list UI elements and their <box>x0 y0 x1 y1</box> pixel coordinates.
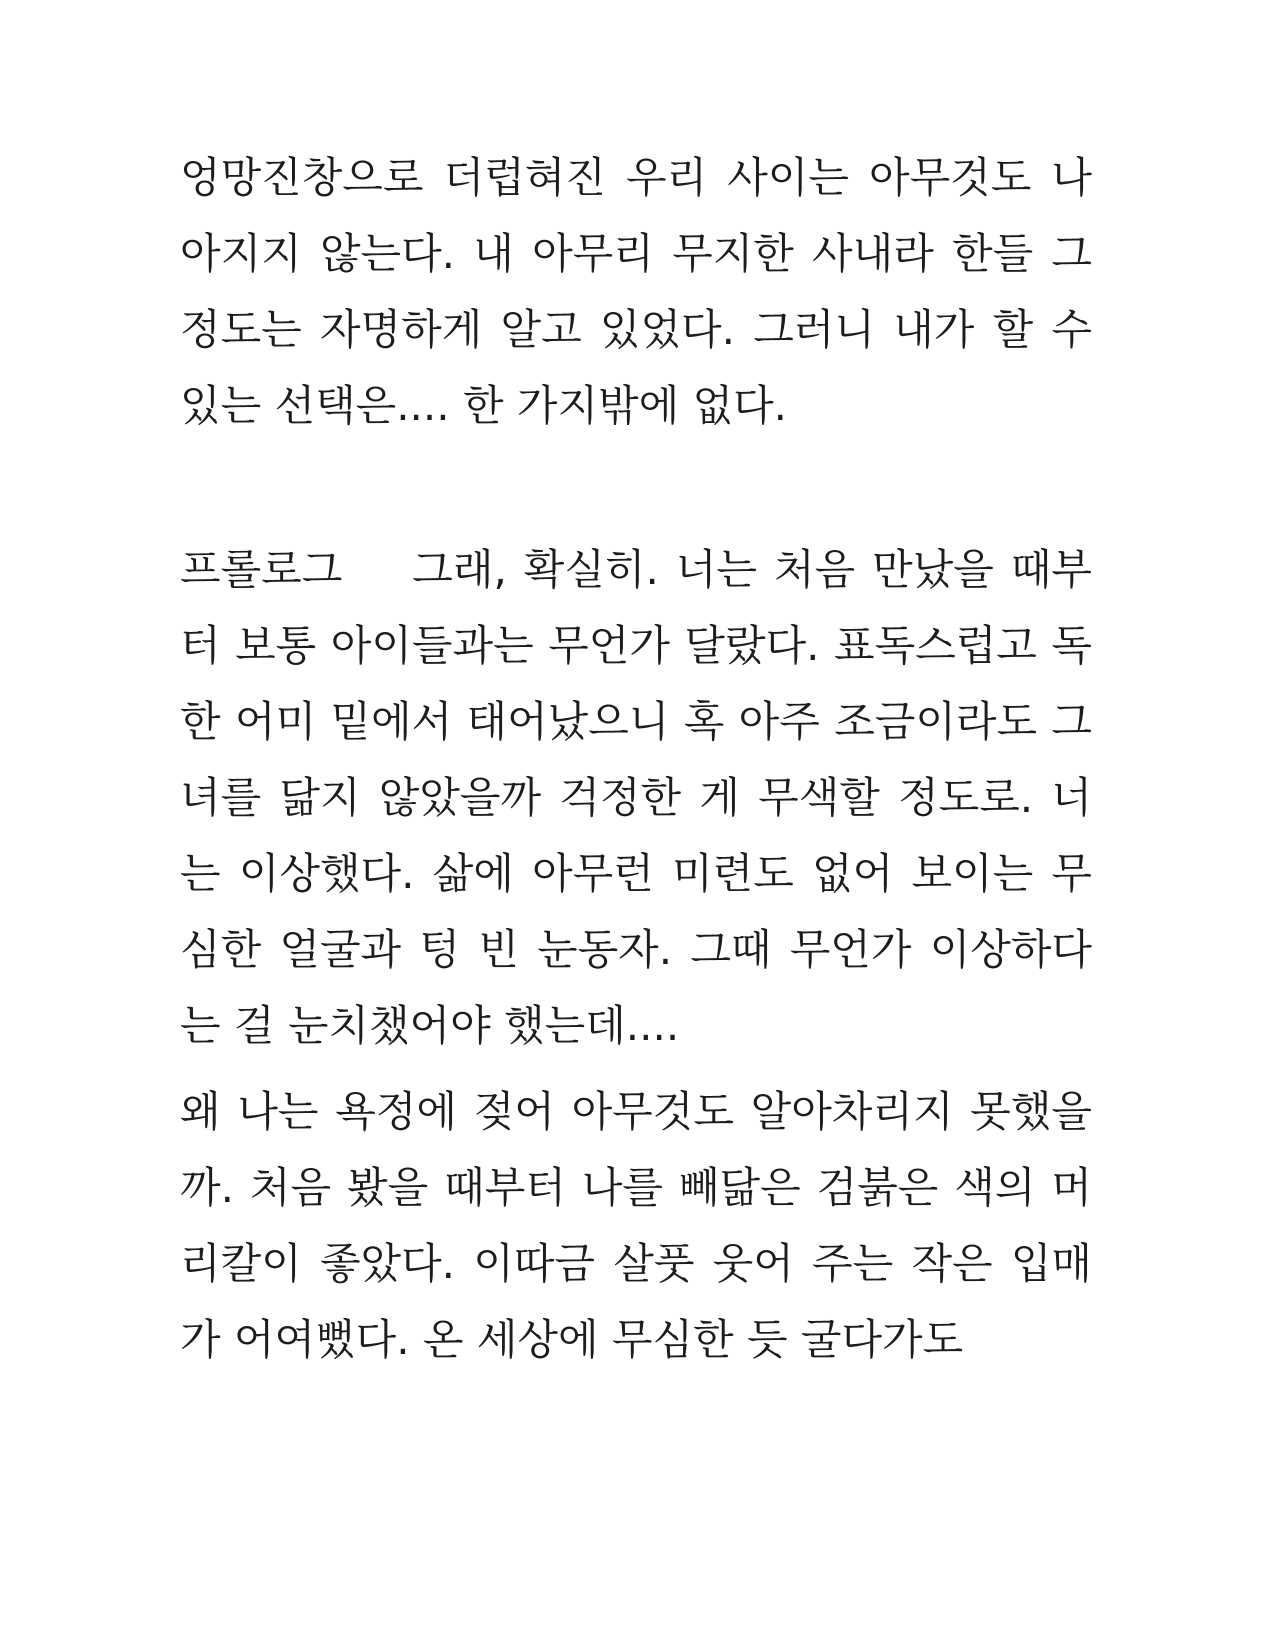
paragraph-2-text: 그래, 확실히. 너는 처음 만났을 때부터 보통 아이들과는 무언가 달랐다. 표독스럽고 독한 어미 밑에서 태어났으니 혹 아주 조금이라도 그녀를 닮지 않았을까 걱정한 게 무색할 정도로. 너는 이상했다. 삶에 아무런 미련도 없어 보이는 무심한 얼굴과 텅 빈 눈동자. 그때 무언가 이상하다는 걸 눈치챘어야 했는데.... <box>180 545 1092 1050</box>
paragraph-2 <box>180 532 1092 1064</box>
paragraph-1 <box>180 140 1092 444</box>
paragraph-3-text: 왜 나는 욕정에 젖어 아무것도 알아차리지 못했을까. 처음 봤을 때부터 나를 빼닮은 검붉은 색의 머리칼이 좋았다. 이따금 살풋 웃어 주는 작은 입매가 어여뻤다. 온 세상에 무심한 듯 굴다가도 <box>180 1087 1092 1364</box>
paragraph-1-text: 엉망진창으로 더럽혀진 우리 사이는 아무것도 나아지지 않는다. 내 아무리 무지한 사내라 한들 그 정도는 자명하게 알고 있었다. 그러니 내가 할 수 있는 선택은.... 한 가지밖에 없다. <box>180 153 1092 430</box>
prologue-heading: 프롤로그 <box>180 545 343 594</box>
paragraph-3 <box>180 1074 1092 1378</box>
document-page <box>180 140 1092 1378</box>
